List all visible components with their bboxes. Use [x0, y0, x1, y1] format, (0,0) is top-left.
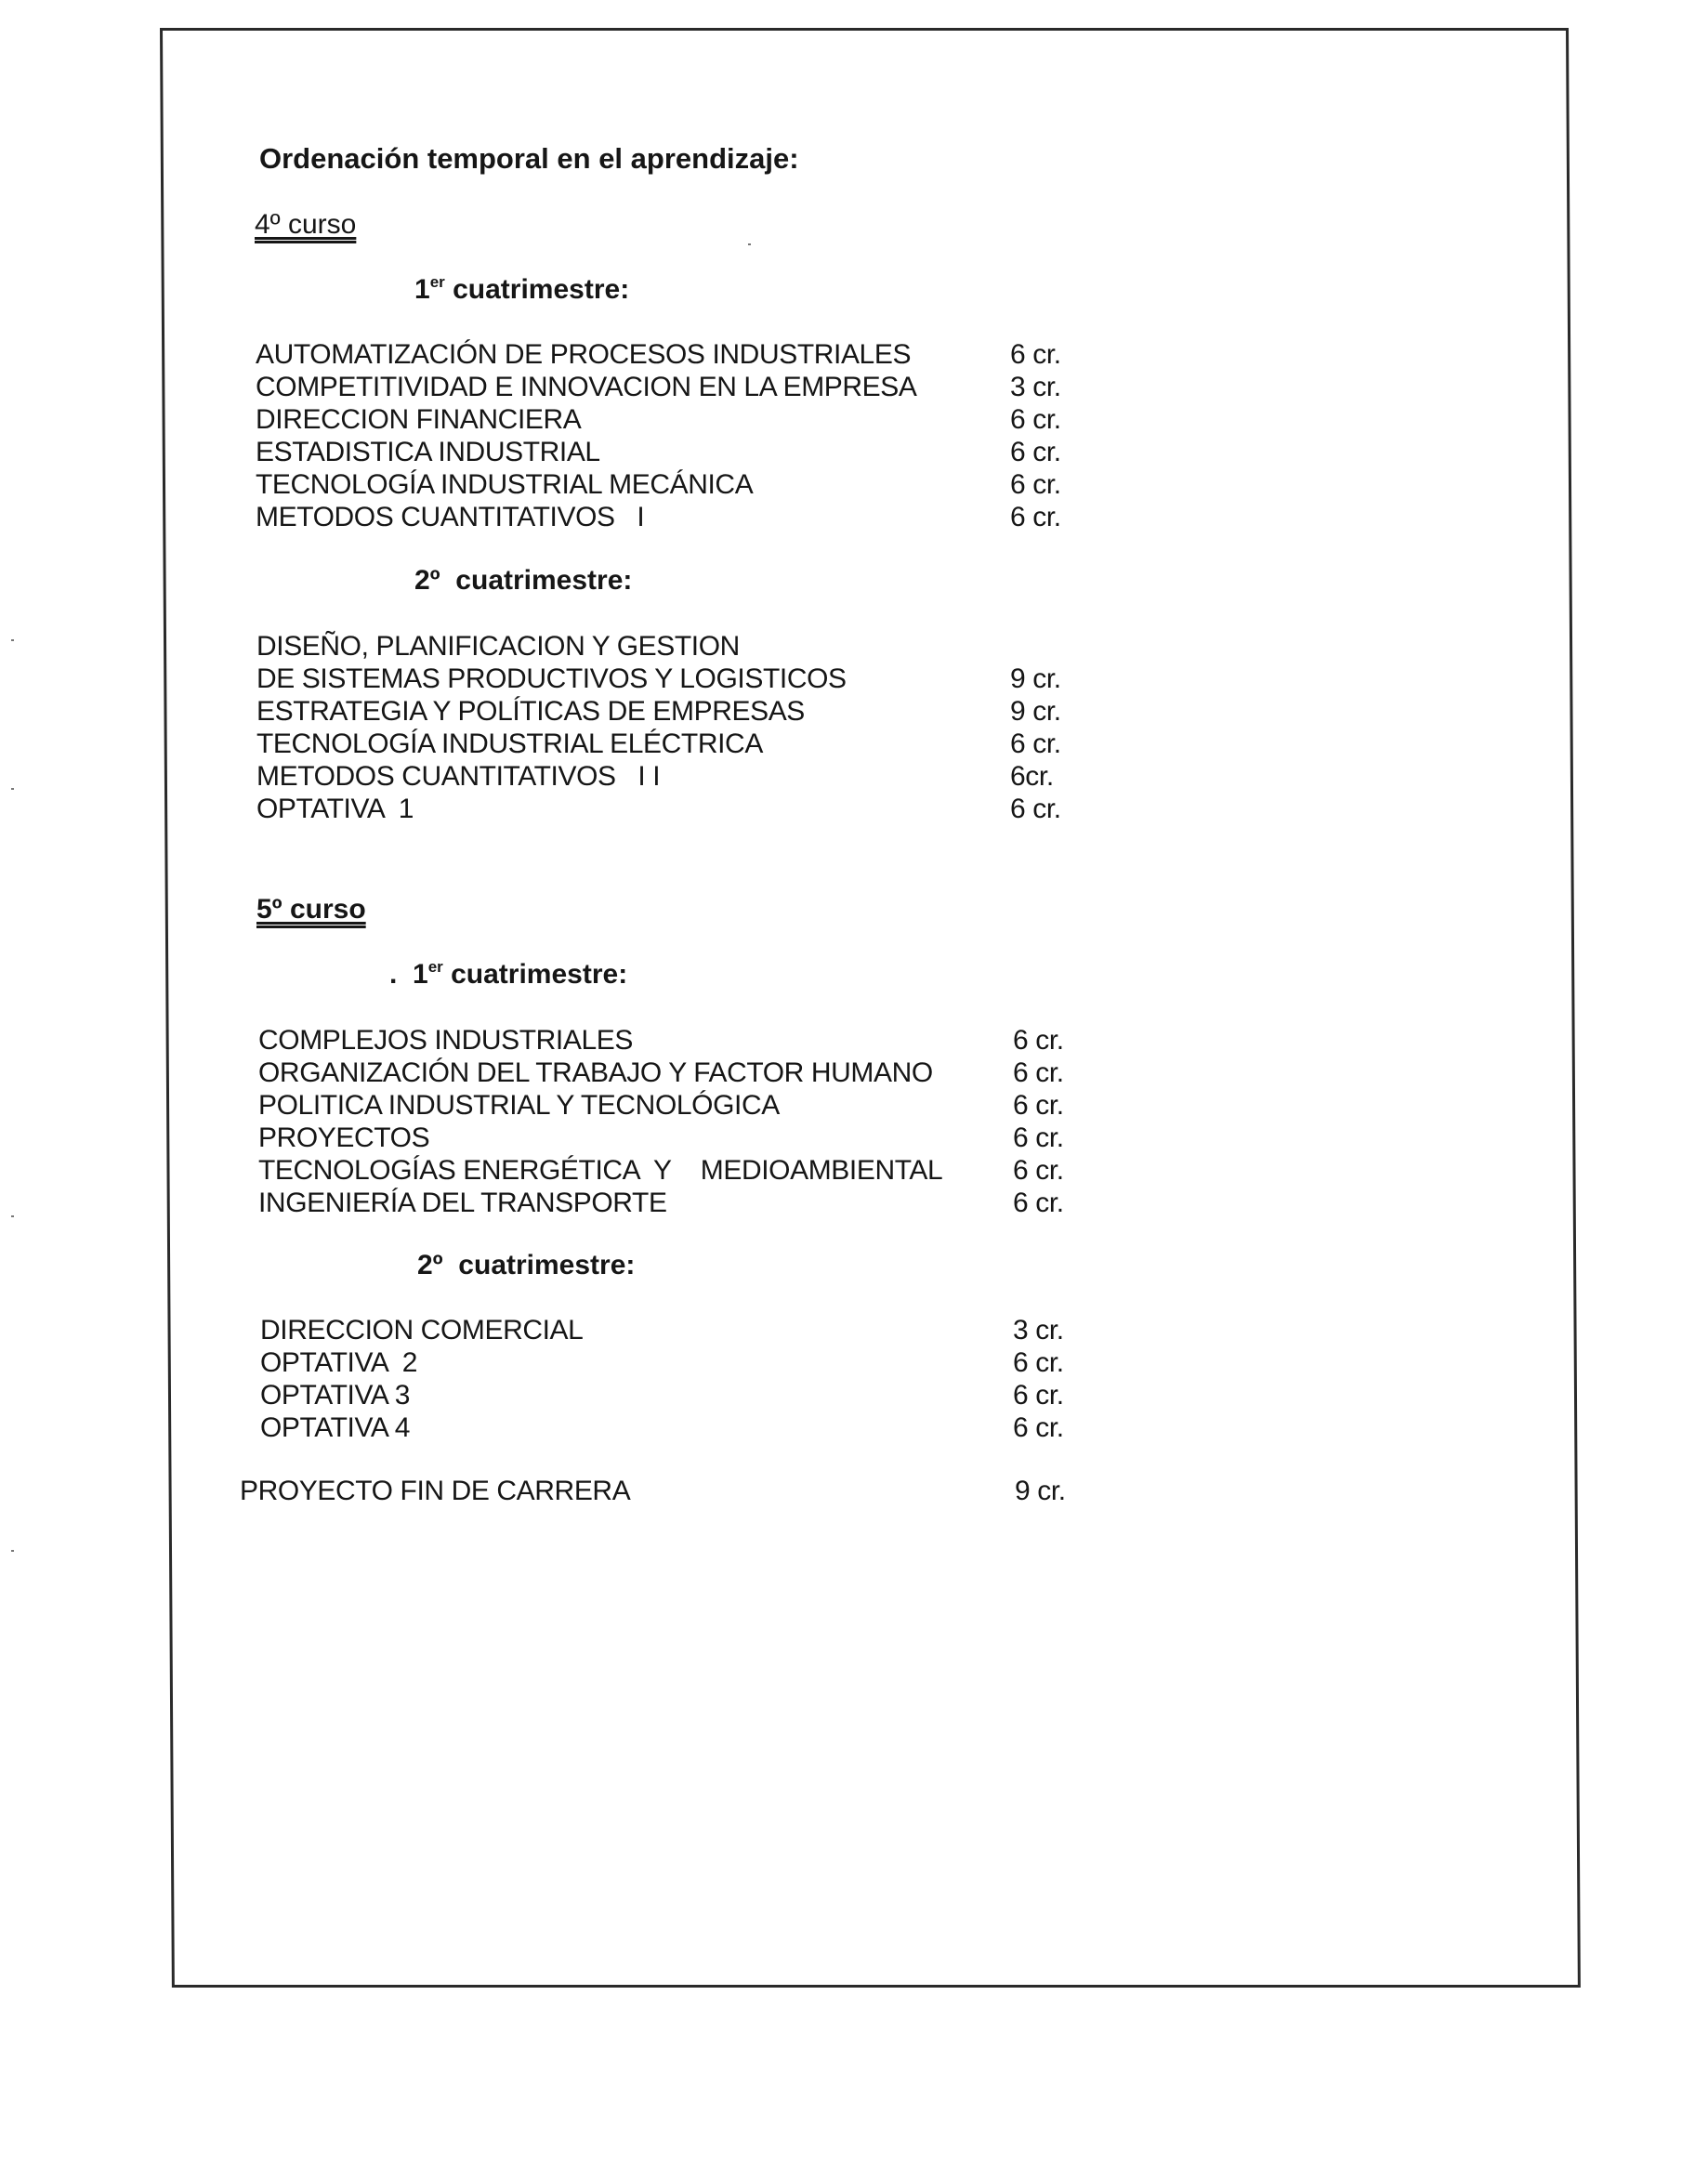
subject-name: METODOS CUANTITATIVOS I — [256, 502, 645, 532]
course-4-heading: 4º curso — [255, 209, 357, 240]
subject-name: DIRECCION COMERCIAL — [260, 1315, 584, 1345]
subject-credits: 9 cr. — [1010, 696, 1061, 727]
subject-credits: 6 cr. — [1013, 1412, 1064, 1443]
subject-name: TECNOLOGÍA INDUSTRIAL ELÉCTRICA — [256, 729, 763, 759]
subject-name: OPTATIVA 1 — [256, 794, 414, 824]
subject-credits: 6 cr. — [1010, 502, 1061, 532]
subject-credits: 3 cr. — [1013, 1315, 1064, 1345]
subject-name: AUTOMATIZACIÓN DE PROCESOS INDUSTRIALES — [256, 339, 912, 370]
subject-name: POLITICA INDUSTRIAL Y TECNOLÓGICA — [258, 1090, 780, 1121]
subject-name: OPTATIVA 2 — [260, 1347, 417, 1378]
subject-credits: 9 cr. — [1010, 663, 1061, 694]
subject-name: PROYECTO FIN DE CARRERA — [240, 1476, 631, 1506]
subject-credits: 3 cr. — [1010, 372, 1061, 402]
subject-name: DIRECCION FINANCIERA — [256, 404, 582, 435]
subject-credits: 6 cr. — [1010, 404, 1061, 435]
subject-name: TECNOLOGÍA INDUSTRIAL MECÁNICA — [256, 469, 754, 500]
subject-credits: 6 cr. — [1013, 1090, 1064, 1121]
subject-credits: 6 cr. — [1010, 729, 1061, 759]
subject-name: OPTATIVA 4 — [260, 1412, 411, 1443]
subject-credits: 6 cr. — [1013, 1347, 1064, 1378]
subject-credits: 6 cr. — [1013, 1025, 1064, 1056]
document-title: Ordenación temporal en el aprendizaje: — [259, 142, 799, 175]
subject-credits: 6 cr. — [1013, 1155, 1064, 1186]
subject-credits: 6 cr. — [1013, 1057, 1064, 1088]
subject-name: PROYECTOS — [258, 1122, 430, 1153]
subject-name: DISEÑO, PLANIFICACION Y GESTION — [256, 631, 740, 662]
scan-speck — [748, 243, 751, 245]
scan-speck — [11, 788, 14, 790]
subject-credits: 6 cr. — [1010, 339, 1061, 370]
scan-speck — [11, 639, 14, 641]
course-4-semester-2-heading: 2º cuatrimestre: — [414, 565, 633, 596]
subject-name: COMPLEJOS INDUSTRIALES — [258, 1025, 633, 1056]
subject-name: ESTRATEGIA Y POLÍTICAS DE EMPRESAS — [256, 696, 805, 727]
course-4-semester-1-heading: 1er cuatrimestre: — [414, 273, 630, 305]
subject-name: DE SISTEMAS PRODUCTIVOS Y LOGISTICOS — [256, 663, 847, 694]
subject-credits: 6 cr. — [1010, 469, 1061, 500]
subject-name: TECNOLOGÍAS ENERGÉTICA Y MEDIOAMBIENTAL — [258, 1155, 943, 1186]
subject-name: ORGANIZACIÓN DEL TRABAJO Y FACTOR HUMANO — [258, 1057, 933, 1088]
course-5-semester-2-heading: 2º cuatrimestre: — [417, 1250, 636, 1280]
subject-credits: 6 cr. — [1013, 1122, 1064, 1153]
course-5-heading: 5º curso — [256, 894, 366, 925]
subject-name: INGENIERÍA DEL TRANSPORTE — [258, 1188, 667, 1218]
subject-credits: 6 cr. — [1013, 1380, 1064, 1411]
subject-credits: 6cr. — [1010, 761, 1054, 792]
subject-name: ESTADISTICA INDUSTRIAL — [256, 437, 600, 467]
scan-speck — [11, 1550, 14, 1552]
subject-credits: 6 cr. — [1013, 1188, 1064, 1218]
scan-speck — [11, 1215, 14, 1217]
subject-credits: 6 cr. — [1010, 794, 1061, 824]
subject-name: OPTATIVA 3 — [260, 1380, 411, 1411]
course-5-semester-1-heading: . 1er cuatrimestre: — [389, 958, 628, 990]
subject-credits: 6 cr. — [1010, 437, 1061, 467]
subject-name: METODOS CUANTITATIVOS I I — [256, 761, 661, 792]
subject-name: COMPETITIVIDAD E INNOVACION EN LA EMPRESA — [256, 372, 917, 402]
subject-credits: 9 cr. — [1015, 1476, 1066, 1506]
